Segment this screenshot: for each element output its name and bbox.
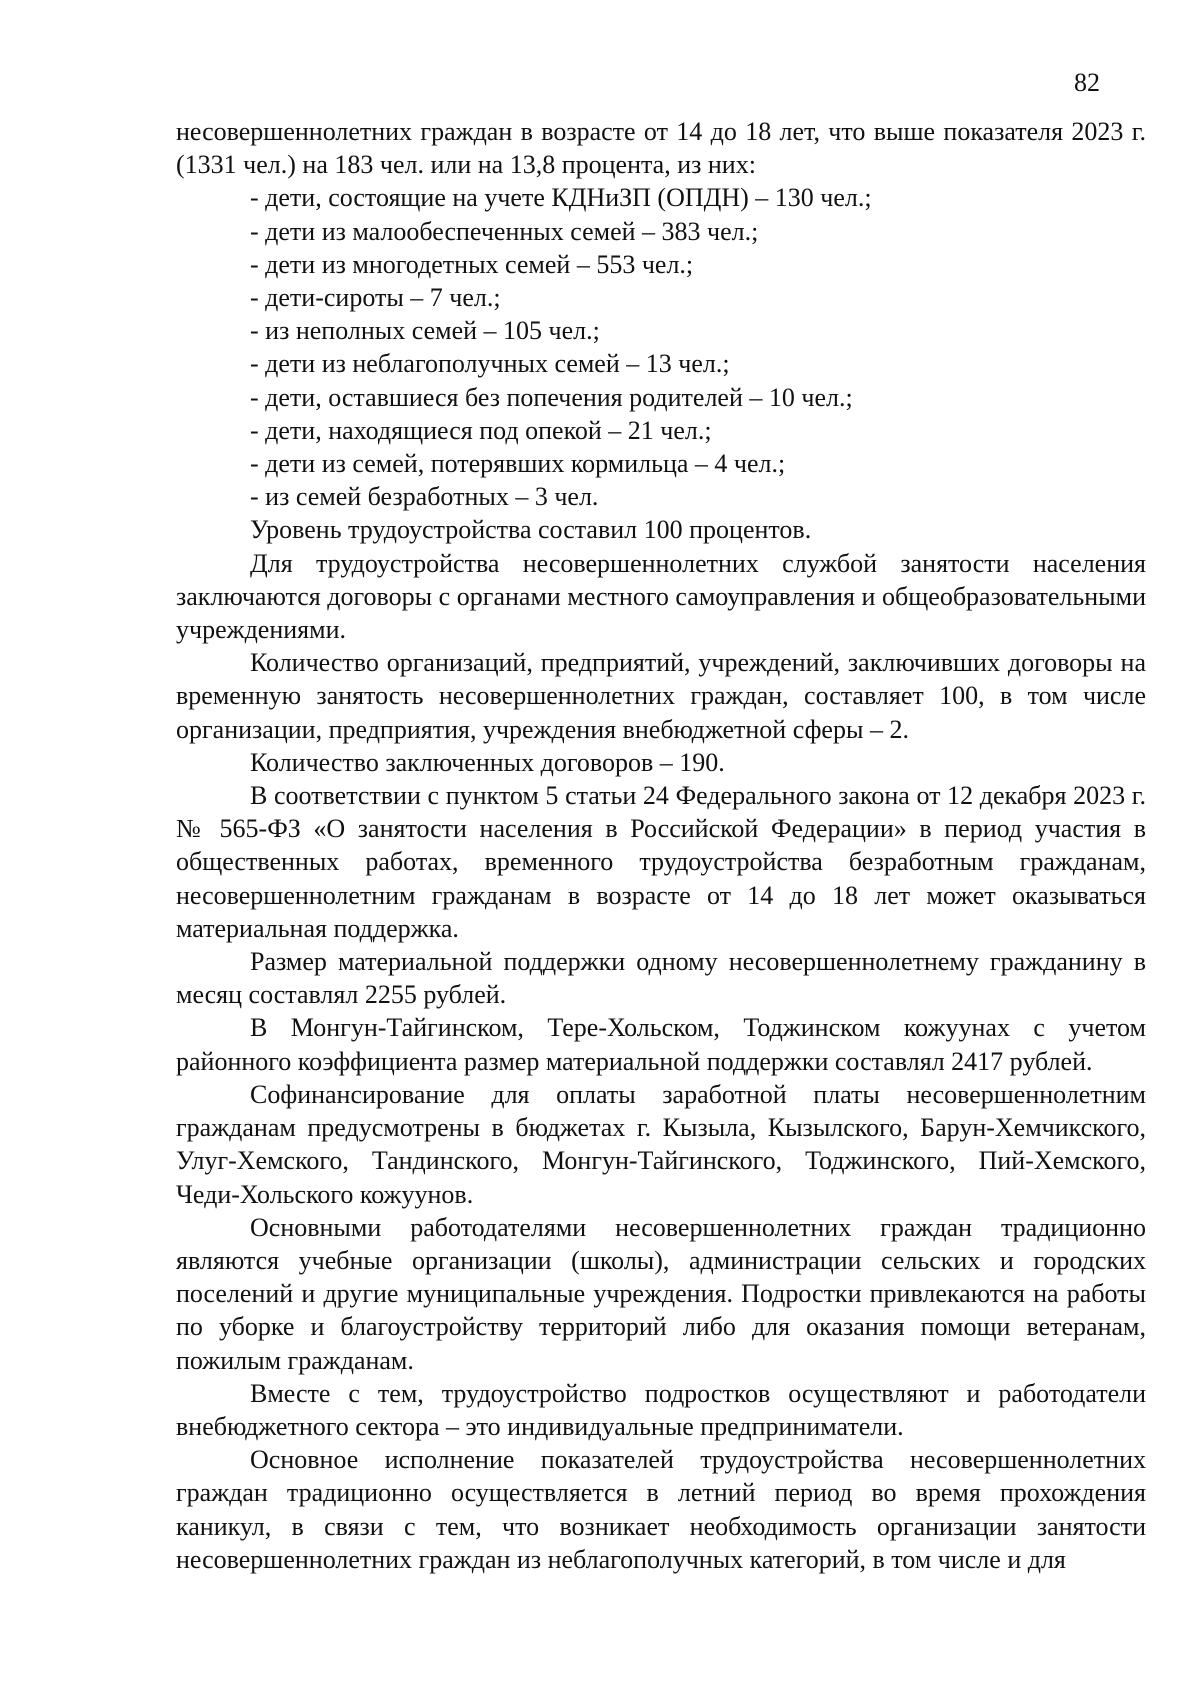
list-item: - дети, находящиеся под опекой – 21 чел.;	[250, 415, 712, 445]
paragraph-private-sector: Вместе с тем, трудоустройство подростков осуществляют и работодатели внебюджетного сектора – это индивидуальные предприниматели.	[176, 1378, 1146, 1441]
paragraph-regional-coefficient: В Монгун-Тайгинском, Тере-Хольском, Тоджинском кожуунах с учетом районного коэффициента размер материальной поддержки составлял 2417 рублей.	[176, 1013, 1146, 1076]
document-body	[176, 115, 1146, 1576]
intro-paragraph: несовершеннолетних граждан в возрасте от 14 до 18 лет, что выше показателя 2023 г. (1331 чел.) на 183 чел. или на 13,8 процента, из них:	[176, 117, 1146, 180]
paragraph-contracts: Для трудоустройства несовершеннолетних службой занятости населения заключаются договоры с органами местного самоуправления и общеобразовательными учреждениями.	[176, 548, 1146, 645]
paragraph-federal-law: В соответствии с пунктом 5 статьи 24 Федерального закона от 12 декабря 2023 г. № 565-ФЗ «О занятости населения в Российской Федерации» в период участия в общественных работах, временного трудоустройства безработным гражданам, несовершеннолетним гражданам в возрасте от 14 до 18 лет может оказываться материальная поддержка.	[176, 781, 1146, 943]
paragraph-contracts-count: Количество заключенных договоров – 190.	[250, 747, 725, 777]
category-list	[176, 181, 1146, 513]
list-item: - дети из многодетных семей – 553 чел.;	[250, 249, 694, 279]
list-item: - дети, состоящие на учете КДНиЗП (ОПДН) – 130 чел.;	[250, 183, 872, 213]
list-item: - дети-сироты – 7 чел.;	[250, 283, 501, 313]
paragraph-main-employers: Основными работодателями несовершеннолетних граждан традиционно являются учебные организации (школы), администрации сельских и городских поселений и другие муниципальные учреждения. Подростки привлекаются на работы по уборке и благоустройству территорий либо для оказания помощи ветеранам, пожилым гражданам.	[176, 1212, 1146, 1375]
list-item: - из неполных семей – 105 чел.;	[250, 316, 600, 346]
paragraph-cofinancing: Софинансирование для оплаты заработной платы несовершеннолетним гражданам предусмотрены в бюджетах г. Кызыла, Кызылского, Барун-Хемчикского, Улуг-Хемского, Тандинского, Монгун-Тайгинского, Тоджинского, Пий-Хемского, Чеди-Хольского кожуунов.	[176, 1079, 1146, 1209]
paragraph-summer-period: Основное исполнение показателей трудоустройства несовершеннолетних граждан традиционно осуществляется в летний период во время прохождения каникул, в связи с тем, что возникает необходимость организации занятости несовершеннолетних граждан из неблагополучных категорий, в том числе и для	[176, 1445, 1146, 1574]
paragraph-employment-level: Уровень трудоустройства составил 100 процентов.	[250, 515, 812, 545]
paragraph-organizations-count: Количество организаций, предприятий, учреждений, заключивших договоры на временную занятость несовершеннолетних граждан, составляет 100, в том числе организации, предприятия, учреждения внебюджетной сферы – 2.	[176, 648, 1146, 744]
page-number: 82	[1074, 68, 1100, 97]
list-item: - дети, оставшиеся без попечения родителей – 10 чел.;	[250, 382, 853, 412]
list-item: - дети из малообеспеченных семей – 383 чел.;	[250, 216, 759, 246]
list-item: - дети из неблагополучных семей – 13 чел.;	[250, 349, 730, 379]
paragraph-support-amount: Размер материальной поддержки одному несовершеннолетнему гражданину в месяц составлял 2255 рублей.	[176, 947, 1146, 1010]
list-item: - из семей безработных – 3 чел.	[250, 482, 599, 512]
list-item: - дети из семей, потерявших кормильца – 4 чел.;	[250, 449, 786, 479]
